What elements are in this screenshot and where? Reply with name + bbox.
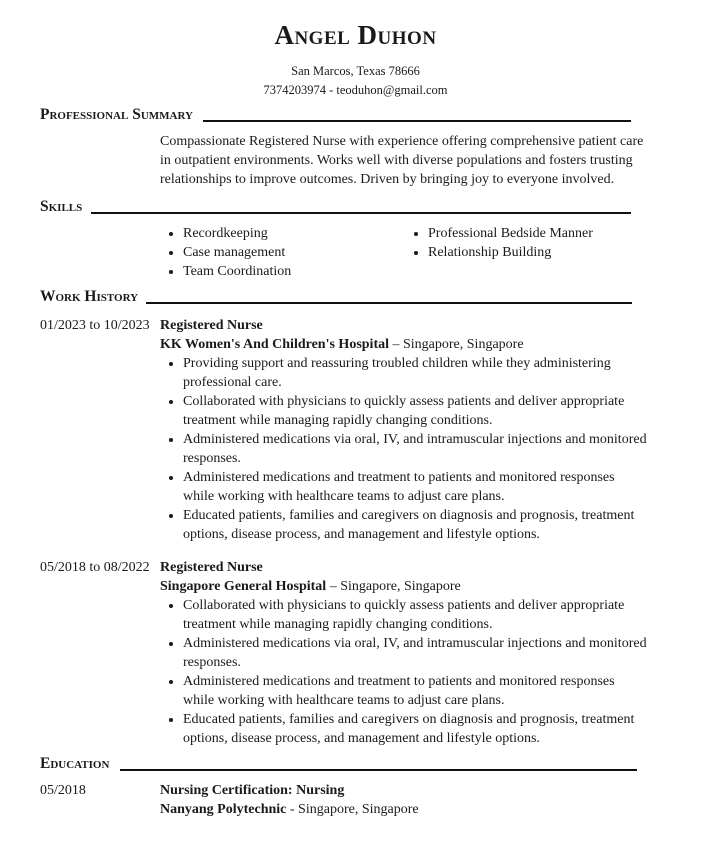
skill-item: • Recordkeeping: [183, 224, 405, 243]
job-bullet: • Educated patients, families and caregivers on diagnosis and prognosis, treatment options, disease process, and management and lifestyle options.: [183, 506, 655, 544]
job-details: [160, 316, 655, 544]
skill-item: • Professional Bedside Manner: [428, 224, 668, 243]
contact-info: [0, 62, 723, 100]
education-date: 05/2018: [40, 783, 86, 798]
summary-text: [160, 132, 655, 189]
skill-item: • Case management: [183, 243, 405, 262]
section-title: Education: [40, 755, 110, 772]
employer-line: [160, 335, 655, 354]
job-bullet: • Administered medications via oral, IV, and intramuscular injections and monitored responses.: [183, 430, 655, 468]
school-name: Nanyang Polytechnic: [160, 802, 287, 817]
summary-line: relationships to improve outcomes. Driven by bringing joy to everyone involved.: [160, 172, 615, 187]
education-details: [160, 781, 655, 819]
candidate-name: Angel Duhon: [274, 20, 437, 50]
job-bullets: [160, 596, 655, 748]
school-location: - Singapore, Singapore: [289, 802, 419, 817]
skill-item: • Team Coordination: [183, 262, 405, 281]
section-rule: [203, 120, 631, 122]
school-line: [160, 800, 655, 819]
job-bullet: • Collaborated with physicians to quickly assess patients and deliver appropriate treatment while managing rapidly changing conditions.: [183, 596, 655, 634]
employer-location: – Singapore, Singapore: [329, 579, 461, 594]
section-education-header: [40, 755, 637, 773]
section-skills-header: [40, 198, 631, 216]
job-bullet: • Administered medications and treatment to patients and monitored responses while working with healthcare teams to adjust care plans.: [183, 672, 655, 710]
employer-name: Singapore General Hospital: [160, 579, 327, 594]
summary-line: Compassionate Registered Nurse with experience offering comprehensive patient care: [160, 134, 644, 149]
section-rule: [120, 769, 637, 771]
employer-location: – Singapore, Singapore: [392, 337, 524, 352]
section-title: Professional Summary: [40, 106, 193, 123]
section-work-header: [40, 288, 632, 306]
section-summary-header: [40, 106, 631, 124]
address: San Marcos, Texas 78666: [291, 64, 420, 78]
job-title: Registered Nurse: [160, 318, 263, 333]
job-bullet: • Providing support and reassuring troubled children while they administering professional care.: [183, 354, 655, 392]
job-dates: 01/2023 to 10/2023: [40, 318, 150, 333]
phone-email: 7374203974 - teoduhon@gmail.com: [263, 83, 448, 97]
employer-name: KK Women's And Children's Hospital: [160, 337, 389, 352]
summary-line: in outpatient environments. Works well with diverse populations and fosters trusting: [160, 153, 633, 168]
job-details: [160, 558, 655, 748]
skills-column-right: [405, 224, 668, 281]
skill-item: • Relationship Building: [428, 243, 668, 262]
skills-column-left: [160, 224, 405, 281]
section-rule: [146, 302, 632, 304]
job-title: Registered Nurse: [160, 560, 263, 575]
job-dates: 05/2018 to 08/2022: [40, 560, 150, 575]
job-bullets: [160, 354, 655, 544]
degree: Nursing Certification: Nursing: [160, 783, 345, 798]
job-bullet: • Administered medications and treatment to patients and monitored responses while working with healthcare teams to adjust care plans.: [183, 468, 655, 506]
skills-list: [160, 224, 668, 281]
section-title: Work History: [40, 288, 139, 305]
section-rule: [91, 212, 631, 214]
job-bullet: • Educated patients, families and caregivers on diagnosis and prognosis, treatment options, disease process, and management and lifestyle options.: [183, 710, 655, 748]
job-bullet: • Collaborated with physicians to quickly assess patients and deliver appropriate treatment while managing rapidly changing conditions.: [183, 392, 655, 430]
employer-line: [160, 577, 655, 596]
job-bullet: • Administered medications via oral, IV, and intramuscular injections and monitored responses.: [183, 634, 655, 672]
section-title: Skills: [40, 198, 83, 215]
